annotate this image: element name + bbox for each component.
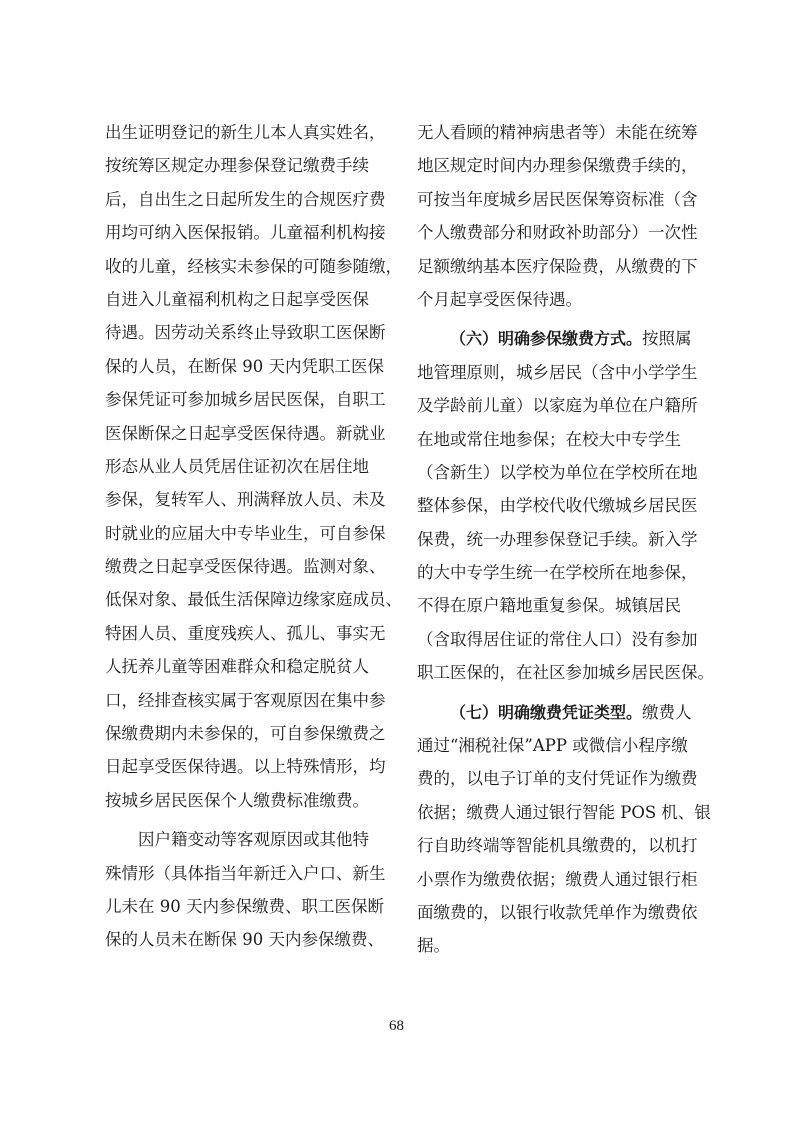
text-line: 地管理原则，城乡居民（含中小学学生 <box>417 362 698 382</box>
text-line: 足额缴纳基本医疗保险费，从缴费的下 <box>417 256 698 276</box>
text-line: 因户籍变动等客观原因或其他特 <box>138 830 369 850</box>
text-line: 在地或常住地参保；在校大中专学生 <box>417 429 681 449</box>
text-line: 出生证明登记的新生儿本人真实姓名， <box>105 123 386 142</box>
section-6-first-line <box>417 322 707 355</box>
text-line: 行自助终端等智能机具缴费的，以机打 <box>417 836 698 856</box>
section-6-heading: （六）明确参保缴费方式。 <box>450 329 643 349</box>
text-line: 保的人员未在断保 90 天内参保缴费、 <box>105 930 384 950</box>
text-line: 收的儿童，经核实未参保的可随参随缴， <box>105 256 402 276</box>
text-line: 地区规定时间内办理参保缴费手续的， <box>417 156 698 176</box>
text-line: 参保，复转军人、刑满释放人员、未及 <box>105 490 386 510</box>
text-line: 自进入儿童福利机构之日起享受医保 <box>105 289 369 309</box>
right-column <box>417 116 714 963</box>
left-column <box>105 116 402 957</box>
left-paragraph-1 <box>105 116 402 817</box>
right-paragraph-1 <box>417 116 707 316</box>
text-line: 的大中专学生统一在学校所在地参保， <box>417 563 698 583</box>
text-line: 面缴费的，以银行收款凭单作为缴费依 <box>417 902 698 922</box>
text-line: 据。 <box>417 936 450 956</box>
section-6 <box>417 322 714 689</box>
text-line: 不得在原户籍地重复参保。城镇居民 <box>417 596 681 616</box>
text-line: 及学龄前儿童）以家庭为单位在户籍所 <box>417 396 698 416</box>
text-line: 费的，以电子订单的支付凭证作为缴费 <box>417 769 698 789</box>
section-6-first-line-text: 按照属 <box>642 329 692 349</box>
text-line: 可按当年度城乡居民医保筹资标准（含 <box>417 189 698 209</box>
text-line: 缴费之日起享受医保待遇。监测对象、 <box>105 557 386 577</box>
text-line: 个月起享受医保待遇。 <box>417 289 582 309</box>
text-line: 按统筹区规定办理参保登记缴费手续 <box>105 156 369 176</box>
section-7-first-line <box>417 696 707 729</box>
text-line: 形态从业人员凭居住证初次在居住地 <box>105 456 369 476</box>
section-7-heading: （七）明确缴费凭证类型。 <box>450 702 643 722</box>
section-7-first-line-text: 缴费人 <box>642 702 692 722</box>
text-line: 保费，统一办理参保登记手续。新入学 <box>417 529 698 549</box>
text-line: 人抚养儿童等困难群众和稳定脱贫人 <box>105 657 369 677</box>
section-7 <box>417 696 711 963</box>
text-line: 无人看顾的精神病患者等）未能在统筹 <box>417 123 698 142</box>
text-line: 儿未在 90 天内参保缴费、职工医保断 <box>105 896 384 916</box>
text-line: 保的人员，在断保 90 天内凭职工医保 <box>105 356 384 376</box>
text-line: 按城乡居民医保个人缴费标准缴费。 <box>105 790 369 810</box>
text-line: 职工医保的，在社区参加城乡居民医保。 <box>417 663 714 683</box>
text-line: 日起享受医保待遇。以上特殊情形，均 <box>105 757 386 777</box>
text-line: 时就业的应届大中专毕业生，可自参保 <box>105 523 386 543</box>
text-line: 医保断保之日起享受医保待遇。新就业 <box>105 423 386 443</box>
text-line: 小票作为缴费依据；缴费人通过银行柜 <box>417 869 698 889</box>
text-line: 参保凭证可参加城乡居民医保，自职工 <box>105 390 386 410</box>
page-number: 68 <box>389 1018 404 1034</box>
text-line: 特困人员、重度残疾人、孤儿、事实无 <box>105 623 386 643</box>
text-line: 整体参保，由学校代收代缴城乡居民医 <box>417 496 698 516</box>
text-line: （含取得居住证的常住人口）没有参加 <box>417 629 698 649</box>
text-line: 口，经排查核实属于客观原因在集中参 <box>105 690 386 710</box>
text-line: 殊情形（具体指当年新迁入户口、新生 <box>105 863 386 883</box>
text-line: 用均可纳入医保报销。儿童福利机构接 <box>105 223 386 243</box>
text-line: 待遇。因劳动关系终止导致职工医保断 <box>105 323 386 343</box>
text-line: 低保对象、最低生活保障边缘家庭成员、 <box>105 590 402 610</box>
text-line: 个人缴费部分和财政补助部分）一次性 <box>417 223 698 243</box>
text-line: 通过“湘税社保”APP 或微信小程序缴 <box>417 736 688 756</box>
left-paragraph-2 <box>105 823 395 957</box>
text-line: （含新生）以学校为单位在学校所在地 <box>417 462 698 482</box>
text-line: 保缴费期内未参保的，可自参保缴费之 <box>105 724 386 744</box>
text-line: 依据；缴费人通过银行智能 POS 机、银 <box>417 802 711 822</box>
text-line: 后，自出生之日起所发生的合规医疗费 <box>105 189 386 209</box>
